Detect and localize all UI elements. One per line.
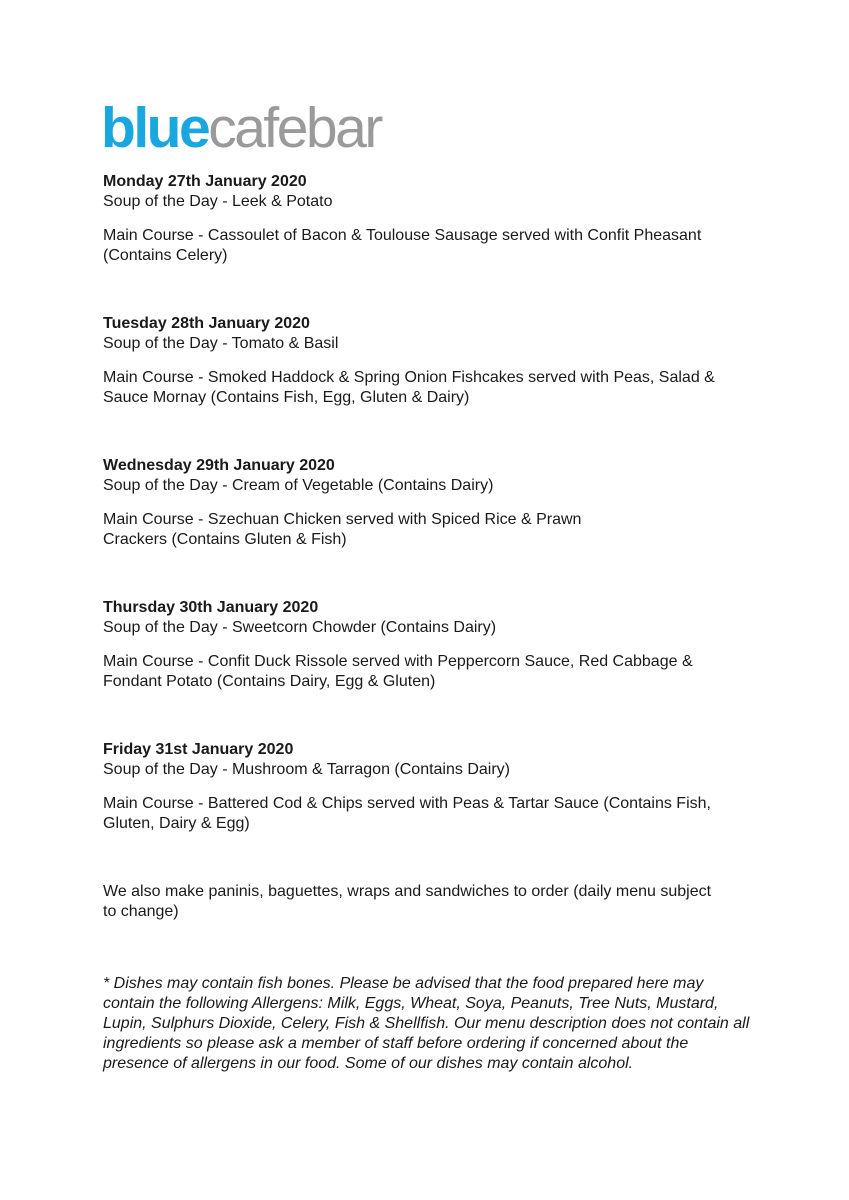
day-title: Thursday 30th January 2020: [103, 599, 319, 616]
soup-of-the-day: Soup of the Day - Leek & Potato: [103, 193, 333, 210]
soup-of-the-day: Soup of the Day - Mushroom & Tarragon (Contains Dairy): [103, 761, 510, 778]
main-course: Main Course - Cassoulet of Bacon & Toulouse Sausage served with Confit Pheasant (Contains Celery): [103, 227, 702, 264]
day-thursday: [103, 598, 763, 692]
extras-note: We also make paninis, baguettes, wraps and sandwiches to order (daily menu subject to change): [103, 883, 712, 920]
logo-grey-text: cafebar: [208, 96, 381, 160]
day-monday: [103, 172, 763, 266]
menu-page: [103, 96, 763, 1074]
main-course: Main Course - Smoked Haddock & Spring Onion Fishcakes served with Peas, Salad & Sauce Mornay (Contains Fish, Egg, Gluten & Dairy): [103, 369, 715, 406]
day-wednesday: [103, 456, 763, 550]
logo-blue-text: blue: [101, 96, 209, 160]
main-course: Main Course - Battered Cod & Chips served with Peas & Tartar Sauce (Contains Fish, Gluten, Dairy & Egg): [103, 795, 711, 832]
day-title: Monday 27th January 2020: [103, 173, 307, 190]
day-tuesday: [103, 314, 763, 408]
main-course: Main Course - Szechuan Chicken served with Spiced Rice & Prawn Crackers (Contains Gluten & Fish): [103, 511, 582, 548]
day-title: Wednesday 29th January 2020: [103, 457, 335, 474]
soup-of-the-day: Soup of the Day - Tomato & Basil: [103, 335, 339, 352]
day-title: Tuesday 28th January 2020: [103, 315, 310, 332]
soup-of-the-day: Soup of the Day - Cream of Vegetable (Contains Dairy): [103, 477, 494, 494]
bluecafebar-logo: [101, 96, 763, 160]
soup-of-the-day: Soup of the Day - Sweetcorn Chowder (Contains Dairy): [103, 619, 497, 636]
day-title: Friday 31st January 2020: [103, 741, 294, 758]
allergen-disclaimer: * Dishes may contain fish bones. Please be advised that the food prepared here may contain the following Allergens: Milk, Eggs, Wheat, Soya, Peanuts, Tree Nuts, Mustard, Lupin, Sulphurs Dioxide, Celery, Fish & Shellfish. Our menu description does not contain all ingredients so please ask a member of staff before ordering if concerned about the presence of allergens in our food. Some of our dishes may contain alcohol.: [103, 975, 750, 1072]
main-course: Main Course - Confit Duck Rissole served with Peppercorn Sauce, Red Cabbage & Fondant Potato (Contains Dairy, Egg & Gluten): [103, 653, 693, 690]
day-friday: [103, 740, 763, 834]
